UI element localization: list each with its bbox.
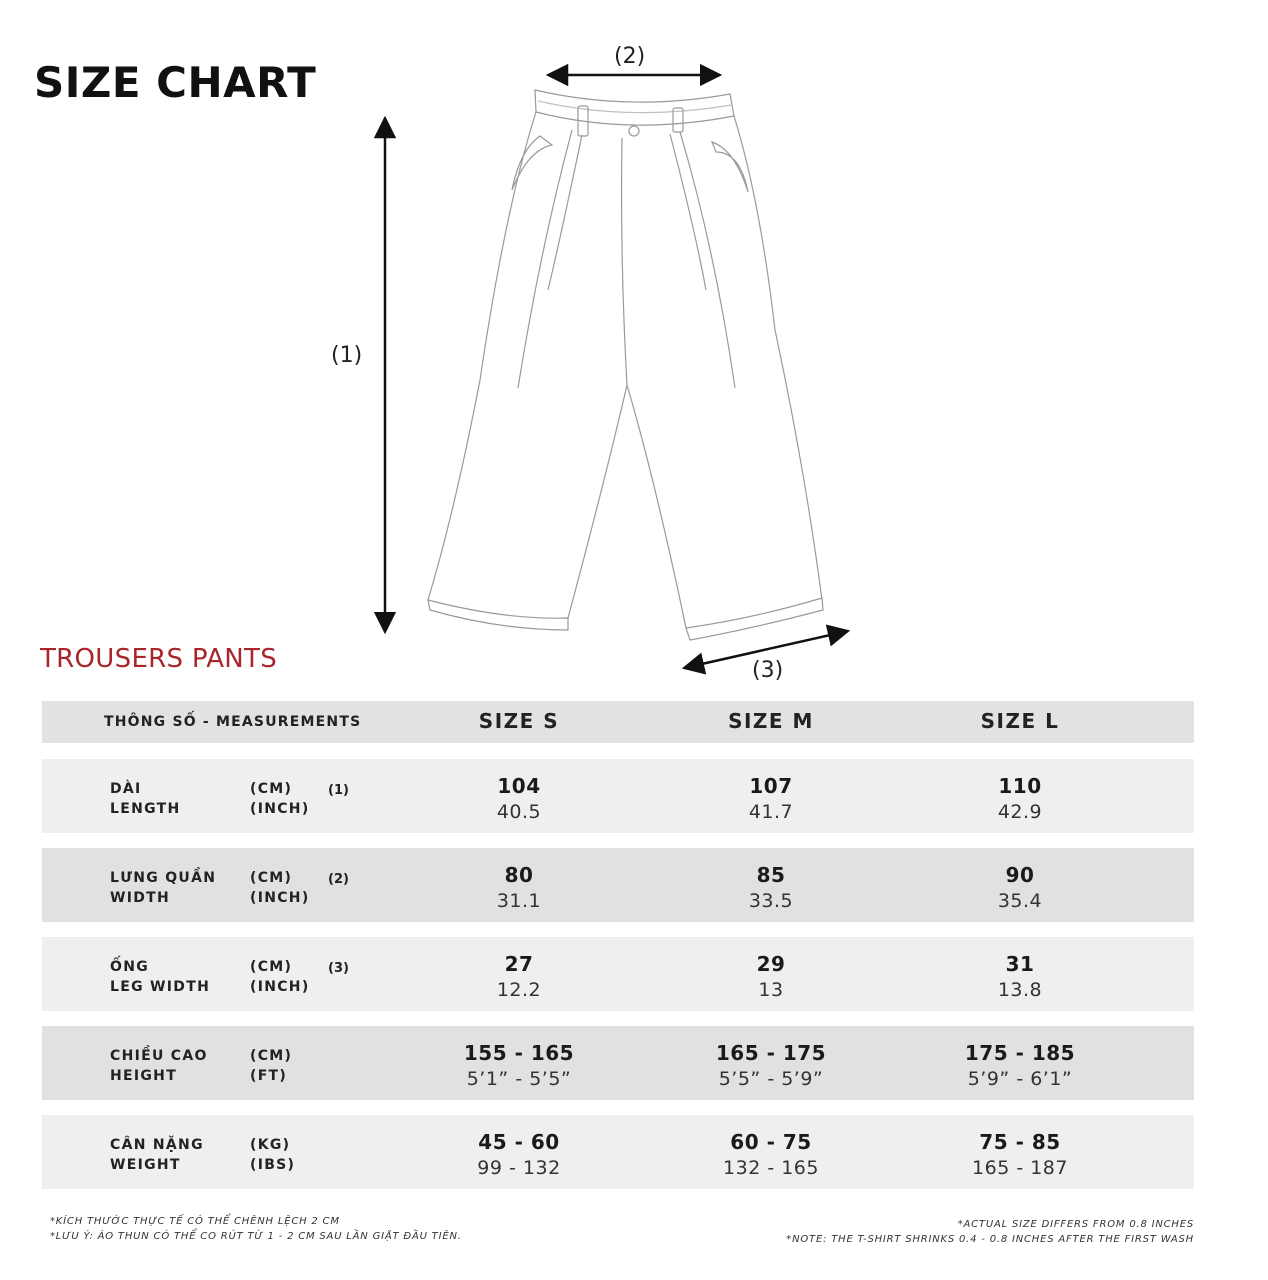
value-metric: 90 bbox=[1005, 863, 1035, 887]
row-unit-2: (IBS) bbox=[250, 1157, 296, 1173]
size-l-value bbox=[910, 862, 1130, 914]
product-subtitle: TROUSERS PANTS bbox=[40, 644, 278, 674]
row-units bbox=[250, 1046, 292, 1086]
trousers-outline-icon bbox=[428, 90, 823, 640]
row-name bbox=[110, 868, 216, 908]
value-metric: 85 bbox=[756, 863, 786, 887]
measurements-header-label: THÔNG SỐ - MEASUREMENTS bbox=[104, 714, 362, 730]
value-metric: 110 bbox=[998, 774, 1042, 798]
row-name-vi: LƯNG QUẦN bbox=[110, 870, 217, 886]
size-m-header: SIZE M bbox=[728, 709, 814, 733]
value-metric: 104 bbox=[497, 774, 541, 798]
value-metric: 75 - 85 bbox=[979, 1130, 1061, 1154]
size-s-value bbox=[409, 1040, 629, 1092]
value-imperial: 5’9” - 6’1” bbox=[967, 1068, 1073, 1090]
page-title: SIZE CHART bbox=[34, 58, 317, 107]
value-metric: 31 bbox=[1005, 952, 1035, 976]
footnote-en-line-2: *NOTE: THE T-SHIRT SHRINKS 0.4 - 0.8 INCHES AFTER THE FIRST WASH bbox=[786, 1234, 1194, 1245]
row-unit-1: (CM) bbox=[250, 870, 293, 886]
row-unit-2: (INCH) bbox=[250, 979, 310, 995]
value-metric: 29 bbox=[756, 952, 786, 976]
row-name-vi: DÀI bbox=[110, 781, 142, 797]
row-name-vi: CHIỀU CAO bbox=[110, 1048, 208, 1064]
row-ref-marker: (3) bbox=[328, 961, 349, 976]
value-metric: 165 - 175 bbox=[715, 1041, 827, 1065]
row-name-vi: CÂN NẶNG bbox=[110, 1137, 204, 1153]
row-ref-marker: (1) bbox=[328, 783, 349, 798]
row-name bbox=[110, 957, 210, 997]
row-name bbox=[110, 1046, 208, 1086]
row-unit-1: (KG) bbox=[250, 1137, 291, 1153]
value-metric: 27 bbox=[504, 952, 534, 976]
row-units bbox=[250, 779, 310, 819]
size-m-value bbox=[661, 1040, 881, 1092]
value-imperial: 31.1 bbox=[496, 890, 542, 912]
size-m-value bbox=[661, 951, 881, 1003]
size-m-value bbox=[661, 1129, 881, 1181]
size-m-value bbox=[661, 773, 881, 825]
size-l-value bbox=[910, 951, 1130, 1003]
row-units bbox=[250, 868, 310, 908]
row-units bbox=[250, 1135, 295, 1175]
value-metric: 45 - 60 bbox=[478, 1130, 560, 1154]
value-imperial: 132 - 165 bbox=[723, 1157, 819, 1179]
row-units bbox=[250, 957, 310, 997]
size-l-value bbox=[910, 773, 1130, 825]
size-s-value bbox=[409, 951, 629, 1003]
row-name-en: HEIGHT bbox=[110, 1068, 178, 1084]
size-s-value bbox=[409, 1129, 629, 1181]
row-unit-1: (CM) bbox=[250, 959, 293, 975]
size-m-value bbox=[661, 862, 881, 914]
size-l-value bbox=[910, 1129, 1130, 1181]
value-imperial: 12.2 bbox=[496, 979, 542, 1001]
value-metric: 155 - 165 bbox=[463, 1041, 575, 1065]
value-imperial: 5’5” - 5’9” bbox=[718, 1068, 824, 1090]
footnote-vi bbox=[50, 1214, 462, 1244]
size-s-header: SIZE S bbox=[478, 709, 560, 733]
value-imperial: 13.8 bbox=[997, 979, 1043, 1001]
value-metric: 175 - 185 bbox=[964, 1041, 1076, 1065]
value-imperial: 42.9 bbox=[997, 801, 1043, 823]
footnote-vi-line-2: *LƯU Ý: ÁO THUN CÓ THỂ CO RÚT TỪ 1 - 2 CM SAU LẦN GIẶT ĐẦU TIÊN. bbox=[50, 1231, 462, 1242]
size-l-value bbox=[910, 1040, 1130, 1092]
size-s-value bbox=[409, 773, 629, 825]
row-name-en: WIDTH bbox=[110, 890, 171, 906]
row-unit-2: (INCH) bbox=[250, 890, 310, 906]
value-imperial: 41.7 bbox=[748, 801, 794, 823]
footnote-en-line-1: *ACTUAL SIZE DIFFERS FROM 0.8 INCHES bbox=[957, 1219, 1194, 1230]
row-unit-2: (INCH) bbox=[250, 801, 310, 817]
table-row-length bbox=[42, 759, 1194, 833]
size-s-value bbox=[409, 862, 629, 914]
waist-marker-label: (2) bbox=[614, 44, 646, 69]
row-ref-marker: (2) bbox=[328, 872, 349, 887]
value-metric: 80 bbox=[504, 863, 534, 887]
size-l-header: SIZE L bbox=[980, 709, 1060, 733]
value-metric: 60 - 75 bbox=[730, 1130, 812, 1154]
table-row-weight bbox=[42, 1115, 1194, 1189]
table-row-leg-width bbox=[42, 937, 1194, 1011]
row-unit-1: (CM) bbox=[250, 781, 293, 797]
table-row-height bbox=[42, 1026, 1194, 1100]
row-unit-1: (CM) bbox=[250, 1048, 293, 1064]
table-header bbox=[42, 701, 1194, 743]
row-name bbox=[110, 1135, 204, 1175]
footnote-en bbox=[786, 1217, 1194, 1247]
value-imperial: 35.4 bbox=[997, 890, 1043, 912]
value-imperial: 165 - 187 bbox=[972, 1157, 1068, 1179]
row-name-en: WEIGHT bbox=[110, 1157, 181, 1173]
row-name-en: LENGTH bbox=[110, 801, 181, 817]
value-imperial: 33.5 bbox=[748, 890, 794, 912]
value-metric: 107 bbox=[749, 774, 793, 798]
value-imperial: 13 bbox=[758, 979, 784, 1001]
table-row-width bbox=[42, 848, 1194, 922]
footnote-vi-line-1: *KÍCH THƯỚC THỰC TẾ CÓ THỂ CHÊNH LỆCH 2 CM bbox=[50, 1216, 340, 1227]
leg-marker-label: (3) bbox=[752, 658, 784, 683]
value-imperial: 5’1” - 5’5” bbox=[466, 1068, 572, 1090]
row-unit-2: (FT) bbox=[250, 1068, 288, 1084]
row-name-en: LEG WIDTH bbox=[110, 979, 211, 995]
value-imperial: 40.5 bbox=[496, 801, 542, 823]
value-imperial: 99 - 132 bbox=[477, 1157, 561, 1179]
row-name-vi: ỐNG bbox=[110, 959, 150, 975]
row-name bbox=[110, 779, 181, 819]
length-marker-label: (1) bbox=[331, 343, 363, 368]
